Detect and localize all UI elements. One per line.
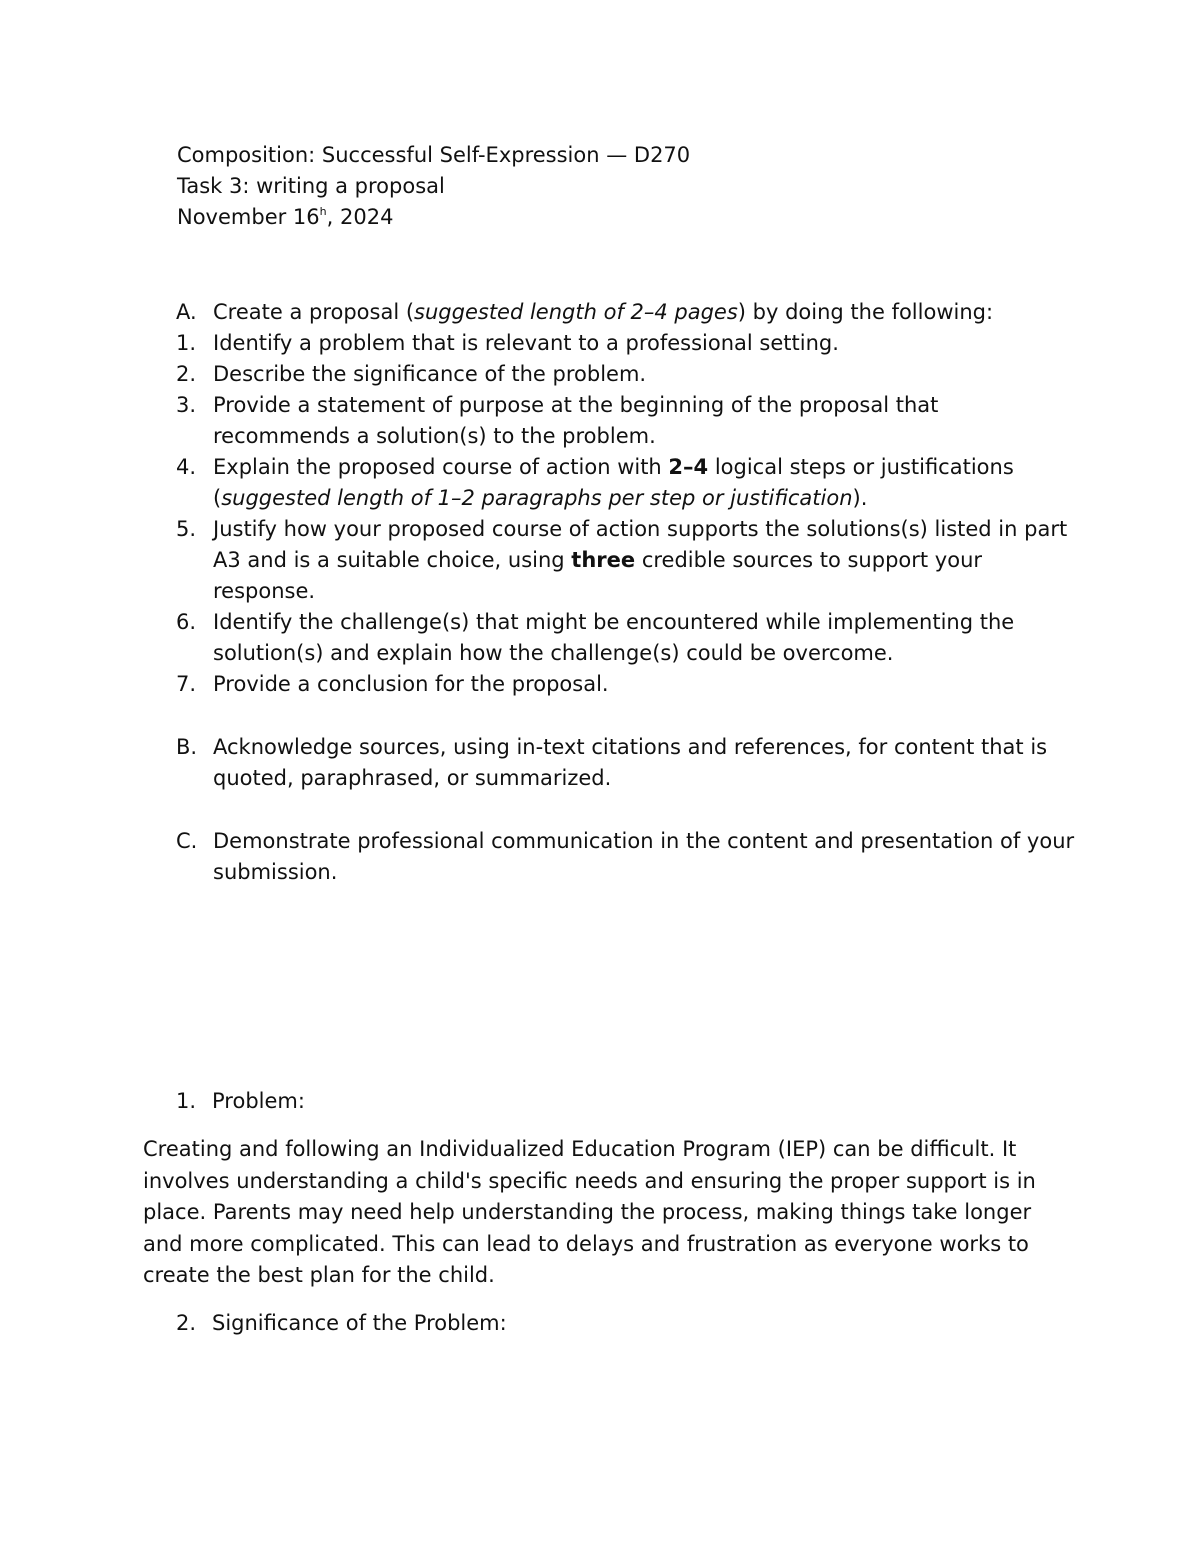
list-marker: 1. [176,1089,197,1113]
document-date: November 16$^h$, 2024 [177,205,394,229]
step-item: 3. Provide a statement of purpose at the beginning of the proposal that recommends a solution(s) to the problem. [176,390,1076,452]
step-item: 5. Justify how your proposed course of action supports the solutions(s) listed in part A3 and is a suitable choice, using three credible sources to support your response. [176,514,1076,607]
step-item: 4. Explain the proposed course of action with 2–4 logical steps or justifications (suggested length of 1–2 paragraphs per step or justification). [176,452,1076,514]
step-item: 2. Describe the significance of the problem. [176,359,1076,390]
step-item: 7. Provide a conclusion for the proposal. [176,669,1076,700]
list-marker: 6. [176,610,197,634]
list-marker: 4. [176,455,197,479]
step-item: 1. Identify a problem that is relevant to a professional setting. [176,328,1076,359]
list-marker: A. [176,300,197,324]
list-marker: 2. [176,362,197,386]
significance-heading: 2. Significance of the Problem: [176,1308,507,1339]
task-title: Task 3: writing a proposal [177,174,445,198]
step-item: 6. Identify the challenge(s) that might be encountered while implementing the solution(s) and explain how the challenge(s) could be overcome. [176,607,1076,669]
requirement-b: B. Acknowledge sources, using in-text citations and references, for content that is quoted, paraphrased, or summarized. [176,732,1076,794]
requirements-list [176,297,1076,888]
list-marker: C. [176,829,198,853]
course-title: Composition: Successful Self-Expression — D270 [177,143,691,167]
document-header [177,140,690,233]
problem-heading: 1. Problem: [176,1086,305,1117]
list-marker: 5. [176,517,197,541]
list-marker: B. [176,735,198,759]
list-marker: 3. [176,393,197,417]
problem-paragraph: Creating and following an Individualized Education Program (IEP) can be difficult. It involves understanding a child's specific needs and ensuring the proper support is in place. Parents may need help understanding the process, making things take longer and more complicated. This can lead to delays and frustration as everyone works to create the best plan for the child. [143,1137,1036,1287]
requirement-c: C. Demonstrate professional communication in the content and presentation of your submission. [176,826,1076,888]
requirement-a: A. Create a proposal (suggested length of 2–4 pages) by doing the following: [176,297,1076,328]
list-marker: 2. [176,1311,197,1335]
list-marker: 1. [176,331,197,355]
list-marker: 7. [176,672,197,696]
